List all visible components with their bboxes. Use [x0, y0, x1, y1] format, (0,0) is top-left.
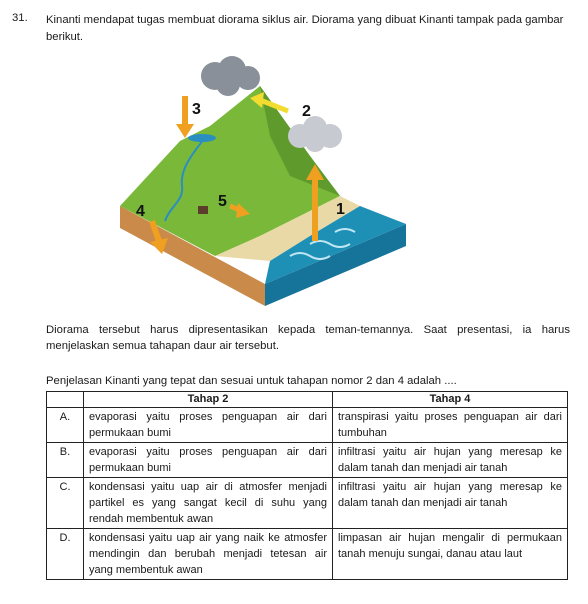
header-tahap-4: Tahap 4	[333, 392, 568, 408]
label-1: 1	[336, 201, 345, 218]
table-header-row	[47, 392, 568, 408]
option-letter: C.	[47, 478, 84, 529]
option-tahap-4: limpasan air hujan mengalir di permukaan tanah menuju sungai, danau atau laut	[333, 529, 568, 580]
white-cloud	[288, 116, 342, 152]
option-row-a[interactable]	[47, 408, 568, 443]
header-option	[47, 392, 84, 408]
option-tahap-4: infiltrasi yaitu air hujan yang meresap ke dalam tanah dan menjadi air tanah	[333, 478, 568, 529]
label-3: 3	[192, 101, 201, 118]
option-row-d[interactable]	[47, 529, 568, 580]
option-row-c[interactable]	[47, 478, 568, 529]
question-text: Kinanti mendapat tugas membuat diorama siklus air. Diorama yang dibuat Kinanti tampak pada gambar berikut.	[46, 14, 564, 43]
lake	[188, 134, 216, 142]
house	[198, 206, 208, 214]
label-5: 5	[218, 193, 227, 210]
label-2: 2	[302, 103, 311, 120]
option-tahap-2: evaporasi yaitu proses penguapan air dari permukaan bumi	[84, 408, 333, 443]
rain-cloud	[201, 56, 260, 96]
question-prompt: Penjelasan Kinanti yang tepat dan sesuai untuk tahapan nomor 2 dan 4 adalah ....	[46, 375, 457, 387]
water-cycle-diorama	[110, 56, 410, 314]
option-tahap-4: transpirasi yaitu proses penguapan air dari tumbuhan	[333, 408, 568, 443]
label-4: 4	[136, 203, 145, 220]
option-letter: D.	[47, 529, 84, 580]
question-number: 31.	[12, 12, 28, 24]
option-letter: A.	[47, 408, 84, 443]
question-paragraph: Diorama tersebut harus dipresentasikan kepada teman-temannya. Saat presentasi, ia harus menjelaskan semua tahapan daur air tersebut.	[46, 324, 570, 352]
option-tahap-4: infiltrasi yaitu air hujan yang meresap ke dalam tanah dan menjadi air tanah	[333, 443, 568, 478]
answer-table	[46, 391, 568, 580]
option-tahap-2: kondensasi yaitu uap air yang naik ke atmosfer mendingin dan berubah menjadi tetesan air yang membentuk awan	[84, 529, 333, 580]
option-letter: B.	[47, 443, 84, 478]
option-tahap-2: kondensasi yaitu uap air di atmosfer menjadi partikel es yang sangat kecil di suhu yang rendah membentuk awan	[84, 478, 333, 529]
option-tahap-2: evaporasi yaitu proses penguapan air dari permukaan bumi	[84, 443, 333, 478]
header-tahap-2: Tahap 2	[84, 392, 333, 408]
option-row-b[interactable]	[47, 443, 568, 478]
